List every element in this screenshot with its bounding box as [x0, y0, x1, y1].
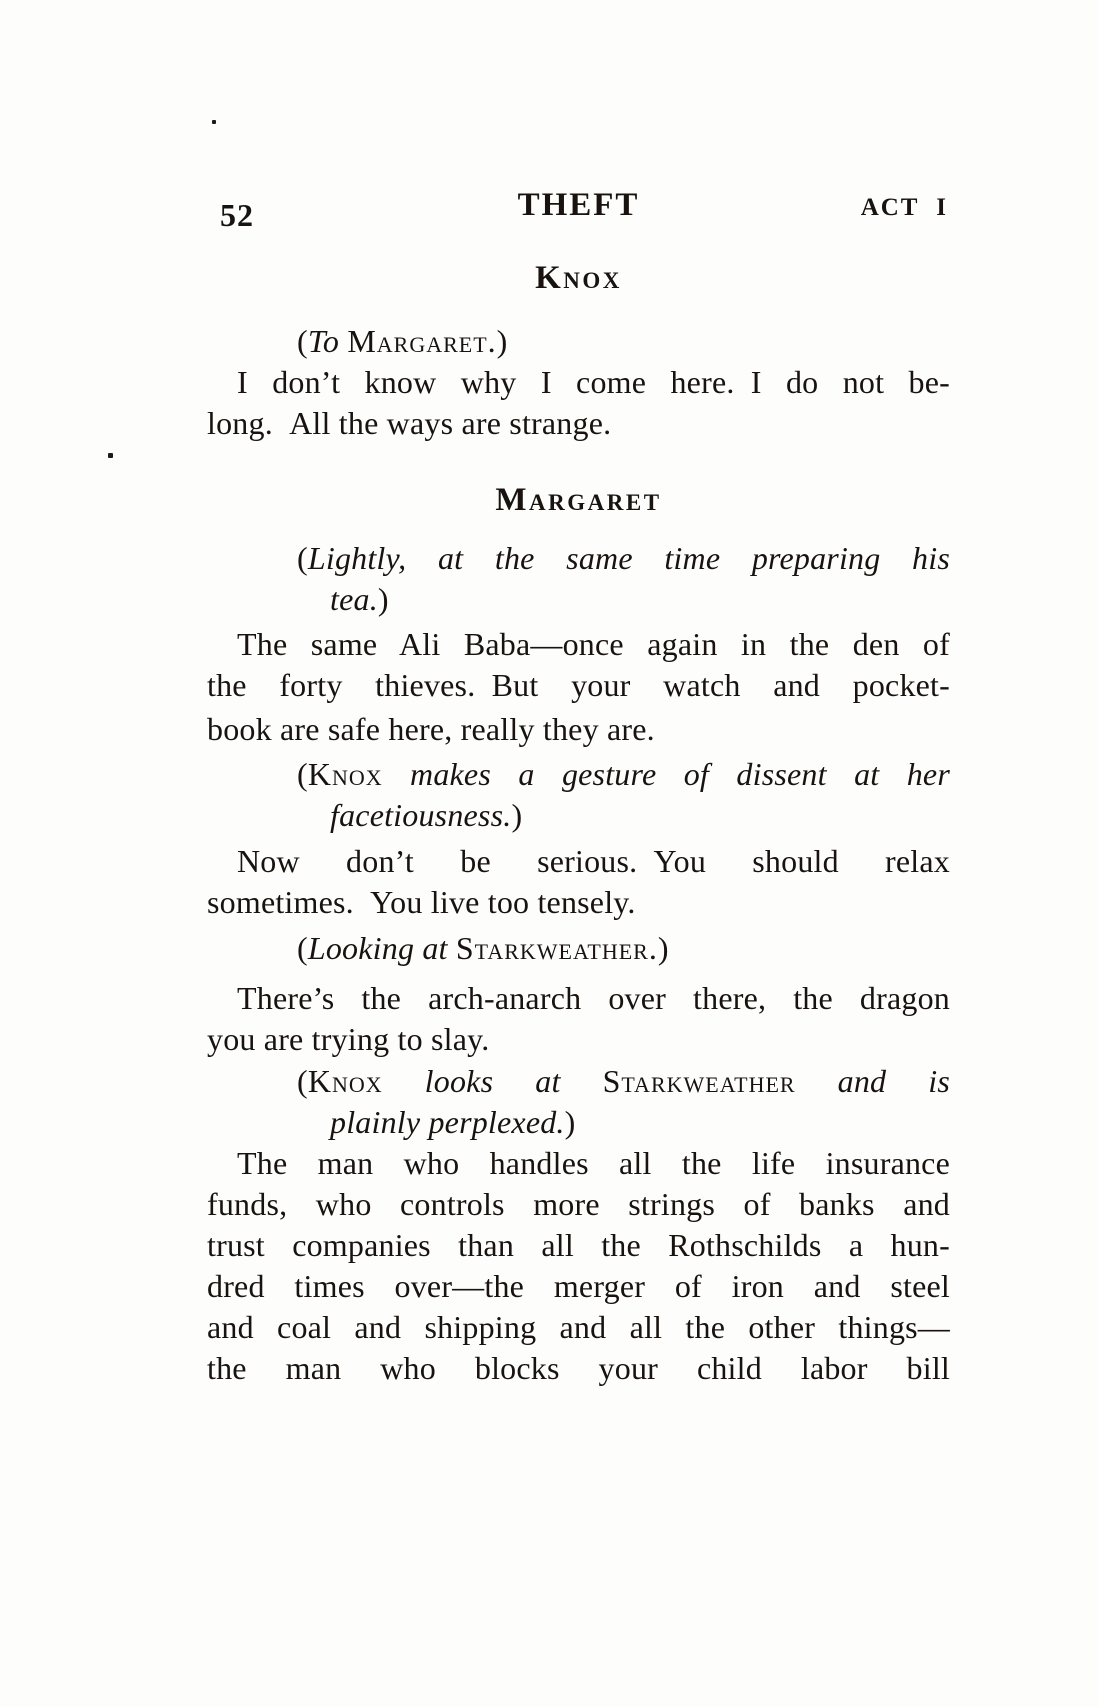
stage-line — [207, 1102, 950, 1143]
character-name: Starkweather — [602, 1063, 796, 1099]
stage-part: ( — [297, 323, 308, 359]
stage-part: ) — [657, 930, 669, 966]
stage-line — [207, 579, 950, 620]
text-column — [207, 258, 950, 1389]
speaker-heading-knox: Knox — [535, 260, 622, 296]
stage-part: To — [307, 323, 348, 359]
stage-part: looks at — [382, 1063, 603, 1099]
stage-direction — [207, 754, 950, 836]
stage-line — [207, 754, 950, 795]
dialogue-knox — [207, 362, 950, 444]
character-name: Starkweather. — [455, 930, 658, 966]
stage-part: facetiousness. — [330, 797, 512, 833]
dialogue-margaret — [207, 978, 950, 1060]
stage-part: ) — [511, 797, 523, 833]
dialogue-margaret — [207, 841, 950, 923]
stage-direction — [207, 538, 950, 620]
dialogue-line: The man who handles all the life insurance — [237, 1145, 950, 1181]
stage-part: tea. — [330, 581, 378, 617]
stage-part: ) — [496, 323, 508, 359]
dialogue-line: you are trying to slay. — [207, 1021, 490, 1057]
stage-direction — [207, 1061, 950, 1143]
dialogue-line: I don’t know why I come here. I do not be- — [237, 364, 950, 400]
dialogue-line: and coal and shipping and all the other things— — [207, 1309, 950, 1345]
stage-line — [207, 1061, 950, 1102]
stage-part: ) — [377, 581, 389, 617]
dialogue-line: book are safe here, really they are. — [207, 711, 655, 747]
stage-part: ( — [297, 1063, 308, 1099]
stage-line — [207, 321, 950, 362]
stage-part: ( — [297, 540, 308, 576]
scan-speck — [212, 120, 216, 124]
dialogue-line: the forty thieves. But your watch and pocket- — [207, 667, 950, 703]
stage-part: makes a gesture of dissent at her — [382, 756, 950, 792]
running-head — [207, 186, 950, 234]
stage-part: plainly perplexed. — [330, 1104, 565, 1140]
scan-speck — [108, 453, 113, 458]
dialogue-line: funds, who controls more strings of banks and — [207, 1186, 950, 1222]
dialogue-line: sometimes. You live too tensely. — [207, 884, 636, 920]
stage-direction — [207, 321, 950, 362]
stage-line — [207, 795, 950, 836]
stage-part: ( — [297, 756, 308, 792]
page-number: 52 — [220, 197, 254, 233]
dialogue-margaret — [207, 624, 950, 750]
dialogue-line: the man who blocks your child labor bill — [207, 1350, 950, 1386]
running-title: THEFT — [517, 187, 640, 223]
stage-line — [207, 928, 950, 969]
stage-part: and is — [795, 1063, 951, 1099]
character-name: Margaret. — [347, 323, 497, 359]
stage-line — [207, 538, 950, 579]
speaker-heading-margaret: Margaret — [495, 482, 662, 518]
stage-part: Lightly, at the same time preparing his — [307, 540, 950, 576]
stage-part: Looking at — [307, 930, 456, 966]
dialogue-line: long. All the ways are strange. — [207, 405, 612, 441]
dialogue-line: The same Ali Baba—once again in the den of — [237, 626, 950, 662]
dialogue-line: trust companies than all the Rothschilds a hun- — [207, 1227, 950, 1263]
character-name: Knox — [307, 756, 383, 792]
act-label: ACT I — [860, 194, 948, 221]
dialogue-line: There’s the arch-anarch over there, the dragon — [237, 980, 950, 1016]
stage-part: ) — [564, 1104, 576, 1140]
character-name: Knox — [307, 1063, 383, 1099]
dialogue-line: Now don’t be serious. You should relax — [237, 843, 950, 879]
stage-direction — [207, 928, 950, 969]
dialogue-margaret — [207, 1143, 950, 1389]
dialogue-line: dred times over—the merger of iron and steel — [207, 1268, 950, 1304]
stage-part: ( — [297, 930, 308, 966]
